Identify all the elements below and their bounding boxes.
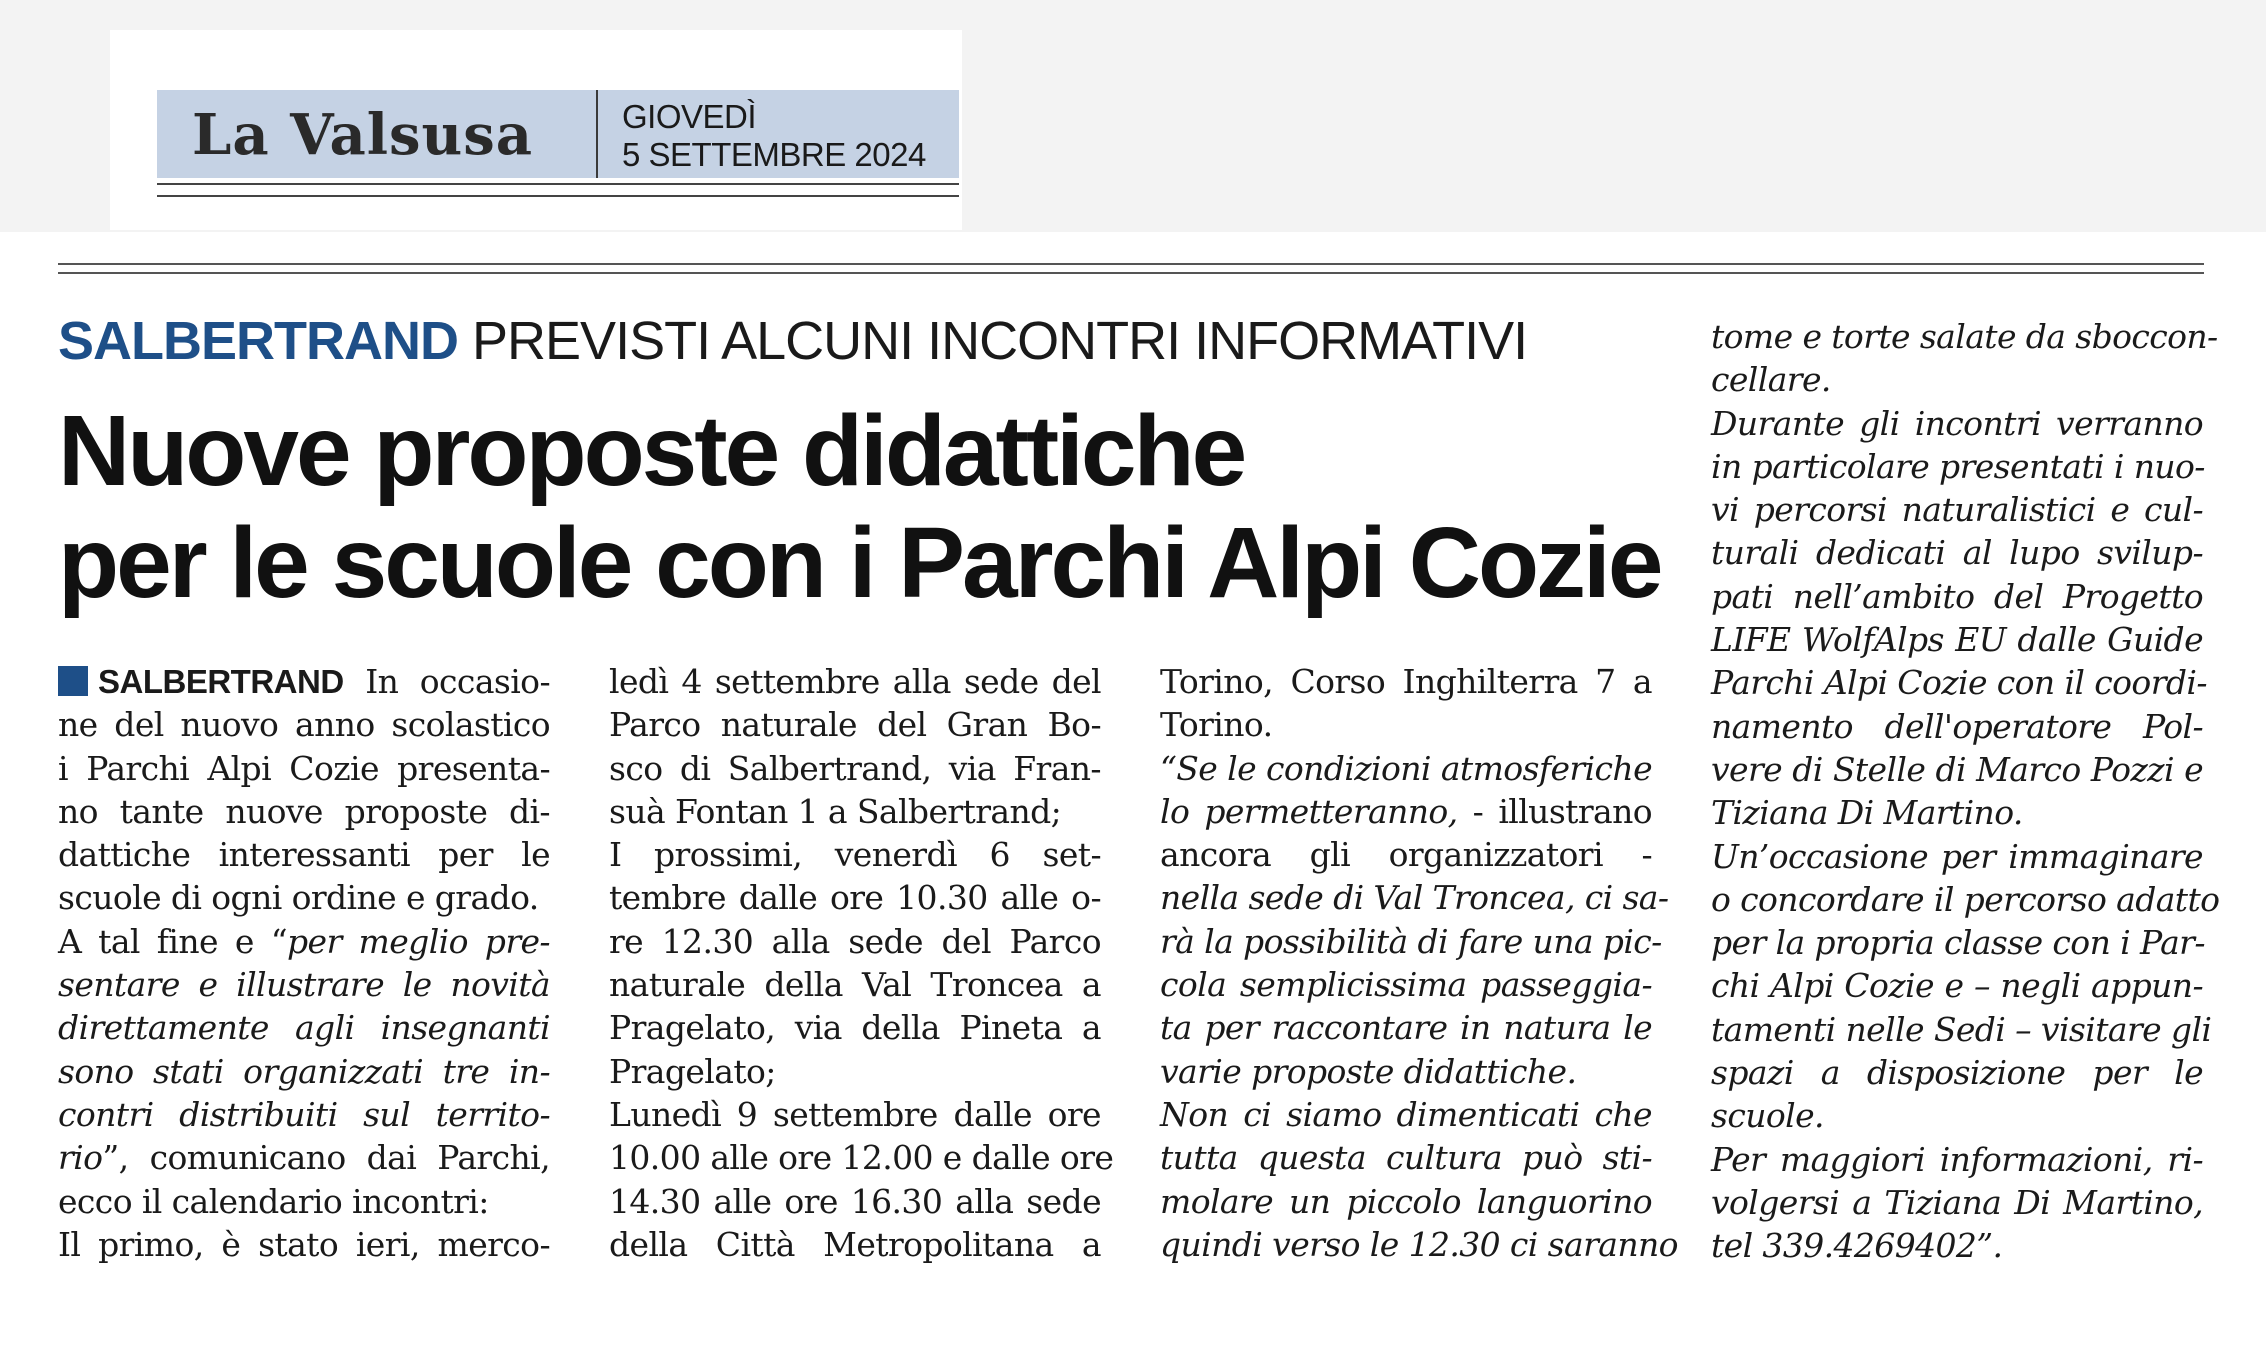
italic-quote: Durante gli incontri verranno — [1711, 403, 2203, 443]
body-line — [58, 1050, 550, 1093]
body-line — [1160, 1093, 1652, 1136]
italic-quote: in particolare presentati i nuo- — [1711, 446, 2205, 486]
italic-quote: pati nell’ambito del Progetto — [1711, 576, 2203, 616]
italic-quote: chi Alpi Cozie e – negli appun- — [1711, 966, 2203, 1006]
body-text: dattiche interessanti per le — [58, 835, 550, 875]
body-line — [1160, 876, 1669, 919]
body-text: ancora gli organizzatori - — [1160, 835, 1652, 875]
body-text: Pragelato, via della Pineta a — [609, 1008, 1101, 1048]
italic-quote: sono stati organizzati tre in- — [58, 1051, 550, 1091]
dateline-place: SALBERTRAND — [98, 663, 344, 700]
body-line — [1711, 1094, 2203, 1137]
body-line — [609, 1006, 1101, 1049]
masthead-rule-bottom — [157, 195, 959, 197]
italic-quote: cola semplicissima passeggia- — [1160, 965, 1652, 1005]
body-line — [1711, 964, 2203, 1007]
body-line — [1711, 791, 2203, 834]
body-text: 14.30 alle ore 16.30 alla sede — [609, 1181, 1101, 1221]
body-text: ledì 4 settembre alla sede del — [609, 662, 1101, 701]
body-line — [58, 660, 550, 703]
body-line — [1160, 1180, 1652, 1223]
body-line — [1160, 703, 1652, 746]
body-line — [1711, 835, 2203, 878]
italic-quote: quindi verso le 12.30 ci saranno — [1160, 1224, 1678, 1264]
body-text: scuole di ogni ordine e grado. — [58, 878, 539, 918]
italic-quote: o concordare il percorso adatto — [1711, 879, 2220, 919]
italic-quote: varie proposte didattiche. — [1160, 1051, 1577, 1091]
issue-day: GIOVEDÌ — [622, 98, 757, 135]
body-text: Parco naturale del Gran Bo- — [609, 705, 1101, 745]
italic-quote: Per maggiori informazioni, ri- — [1711, 1139, 2203, 1179]
issue-date — [622, 98, 952, 174]
italic-quote: contri distribuiti sul territo- — [58, 1094, 550, 1134]
italic-quote: rà la possibilità di fare una pic- — [1160, 921, 1662, 961]
body-text: tembre dalle ore 10.30 alle o- — [609, 878, 1101, 918]
italic-quote: molare un piccolo languorino — [1160, 1181, 1652, 1221]
body-line — [1160, 963, 1652, 1006]
body-line — [1711, 921, 2203, 964]
body-line — [58, 1136, 550, 1179]
body-text: re 12.30 alla sede del Parco — [609, 921, 1101, 961]
body-line — [609, 1180, 1101, 1223]
body-text: - illustrano — [1457, 791, 1652, 831]
body-line — [1160, 660, 1652, 703]
body-line — [1711, 531, 2203, 574]
newspaper-logo: La Valsusa — [192, 102, 534, 168]
italic-quote: per meglio pre- — [287, 921, 550, 961]
body-line — [1711, 1138, 2203, 1181]
body-line — [1711, 1181, 2203, 1224]
body-line — [1160, 790, 1652, 833]
body-text: ne del nuovo anno scolastico — [58, 705, 550, 745]
article-column-1 — [58, 660, 550, 1266]
italic-quote: sentare e illustrare le novità — [58, 965, 550, 1005]
body-line — [58, 920, 550, 963]
body-line — [58, 1006, 550, 1049]
body-line — [1160, 1223, 1678, 1266]
italic-quote: nella sede di Val Troncea, ci sa- — [1160, 878, 1669, 918]
italic-quote: rio — [58, 1138, 103, 1178]
body-line — [58, 747, 550, 790]
kicker-topic: PREVISTI ALCUNI INCONTRI INFORMATIVI — [472, 311, 1528, 371]
body-line — [58, 703, 550, 746]
article-rule-bottom — [58, 272, 2204, 274]
italic-quote: Un’occasione per immaginare — [1711, 836, 2203, 876]
body-line — [1160, 747, 1652, 790]
body-line — [609, 703, 1101, 746]
headline-line: per le scuole con i Parchi Alpi Cozie — [58, 507, 1661, 619]
italic-quote: turali dedicati al lupo svilup- — [1711, 533, 2203, 573]
italic-quote: Tiziana Di Martino. — [1711, 793, 2023, 833]
italic-quote: lo permetteranno, — [1160, 791, 1458, 831]
body-line — [609, 1093, 1101, 1136]
article-column-4 — [1711, 315, 2220, 1268]
body-text: suà Fontan 1 a Salbertrand; — [609, 791, 1062, 831]
masthead-divider — [596, 90, 598, 178]
italic-quote: tome e torte salate da sboccon- — [1711, 317, 2218, 356]
body-line — [609, 876, 1101, 919]
body-line — [1711, 705, 2203, 748]
body-text: Pragelato; — [609, 1051, 776, 1091]
body-text: In occasio- — [365, 662, 550, 701]
italic-quote: ta per raccontare in natura le — [1160, 1008, 1652, 1048]
headline-line: Nuove proposte didattiche — [58, 395, 1245, 507]
body-text: ”, comunicano dai Parchi, — [102, 1138, 550, 1178]
italic-quote: vere di Stelle di Marco Pozzi e — [1711, 749, 2203, 789]
italic-quote: LIFE WolfAlps EU dalle Guide — [1711, 620, 2203, 660]
article-rule-top — [58, 263, 2204, 265]
body-text: 10.00 alle ore 12.00 e dalle ore — [609, 1138, 1114, 1178]
italic-quote: cellare. — [1711, 360, 1831, 400]
body-line — [609, 920, 1101, 963]
body-text: A tal fine e “ — [58, 921, 287, 961]
body-line — [609, 1136, 1114, 1179]
body-text: i Parchi Alpi Cozie presenta- — [58, 748, 550, 788]
body-line — [58, 1180, 550, 1223]
body-line — [1711, 402, 2203, 445]
body-line — [1711, 1051, 2203, 1094]
body-text: I prossimi, venerdì 6 set- — [609, 835, 1101, 875]
italic-quote: tutta questa cultura può sti- — [1160, 1138, 1652, 1178]
body-line — [1160, 1006, 1652, 1049]
body-text: Torino, Corso Inghilterra 7 a — [1160, 662, 1652, 701]
body-line — [58, 790, 550, 833]
italic-quote: Parchi Alpi Cozie con il coordi- — [1711, 663, 2207, 703]
italic-quote: Non ci siamo dimenticati che — [1160, 1094, 1652, 1134]
body-line — [58, 1093, 550, 1136]
body-line — [1160, 1050, 1652, 1093]
masthead-rule-top — [157, 183, 959, 185]
body-text: ecco il calendario incontri: — [58, 1181, 489, 1221]
article-kicker — [58, 307, 1527, 375]
body-text: Il primo, è stato ieri, merco- — [58, 1224, 550, 1264]
body-line — [609, 833, 1101, 876]
body-line — [58, 963, 550, 1006]
italic-quote: scuole. — [1711, 1096, 1824, 1136]
italic-quote: tamenti nelle Sedi – visitare gli — [1711, 1009, 2212, 1049]
article-column-2 — [609, 660, 1114, 1266]
article-headline — [58, 395, 1678, 619]
body-line — [609, 1223, 1101, 1266]
article-column-3 — [1160, 660, 1678, 1266]
body-text: della Città Metropolitana a — [609, 1224, 1101, 1264]
body-line — [1711, 445, 2203, 488]
body-text: Lunedì 9 settembre dalle ore — [609, 1094, 1101, 1134]
body-text: sco di Salbertrand, via Fran- — [609, 748, 1101, 788]
body-line — [609, 790, 1101, 833]
body-line — [1711, 1008, 2212, 1051]
body-line — [1160, 1136, 1652, 1179]
body-line — [1711, 661, 2207, 704]
italic-quote: volgersi a Tiziana Di Martino, — [1711, 1182, 2203, 1222]
body-text: Torino. — [1160, 705, 1273, 745]
italic-quote: per la propria classe con i Par- — [1711, 923, 2205, 963]
body-line — [58, 833, 550, 876]
kicker-place: SALBERTRAND — [58, 311, 458, 371]
body-line — [1711, 358, 2203, 401]
body-line — [58, 876, 550, 919]
body-line — [609, 1050, 1101, 1093]
body-line — [1711, 488, 2203, 531]
body-line — [609, 963, 1101, 1006]
body-line — [1711, 748, 2203, 791]
body-text: naturale della Val Troncea a — [609, 965, 1101, 1005]
body-line — [609, 660, 1101, 703]
dateline-marker — [58, 666, 88, 696]
body-line — [1711, 878, 2220, 921]
body-line — [1711, 315, 2218, 358]
issue-full-date: 5 SETTEMBRE 2024 — [622, 136, 926, 173]
italic-quote: vi percorsi naturalistici e cul- — [1711, 490, 2203, 530]
italic-quote: tel 339.4269402”. — [1711, 1226, 2003, 1266]
body-text: no tante nuove proposte di- — [58, 791, 550, 831]
italic-quote: namento dell'operatore Pol- — [1711, 706, 2203, 746]
body-line — [1711, 618, 2203, 661]
italic-quote: “Se le condizioni atmosferiche — [1160, 748, 1652, 788]
italic-quote: spazi a disposizione per le — [1711, 1053, 2203, 1093]
body-line — [1160, 833, 1652, 876]
italic-quote: direttamente agli insegnanti — [58, 1008, 550, 1048]
body-line — [1711, 575, 2203, 618]
body-line — [609, 747, 1101, 790]
body-line — [58, 1223, 550, 1266]
body-line — [1711, 1224, 2203, 1267]
body-line — [1160, 920, 1662, 963]
